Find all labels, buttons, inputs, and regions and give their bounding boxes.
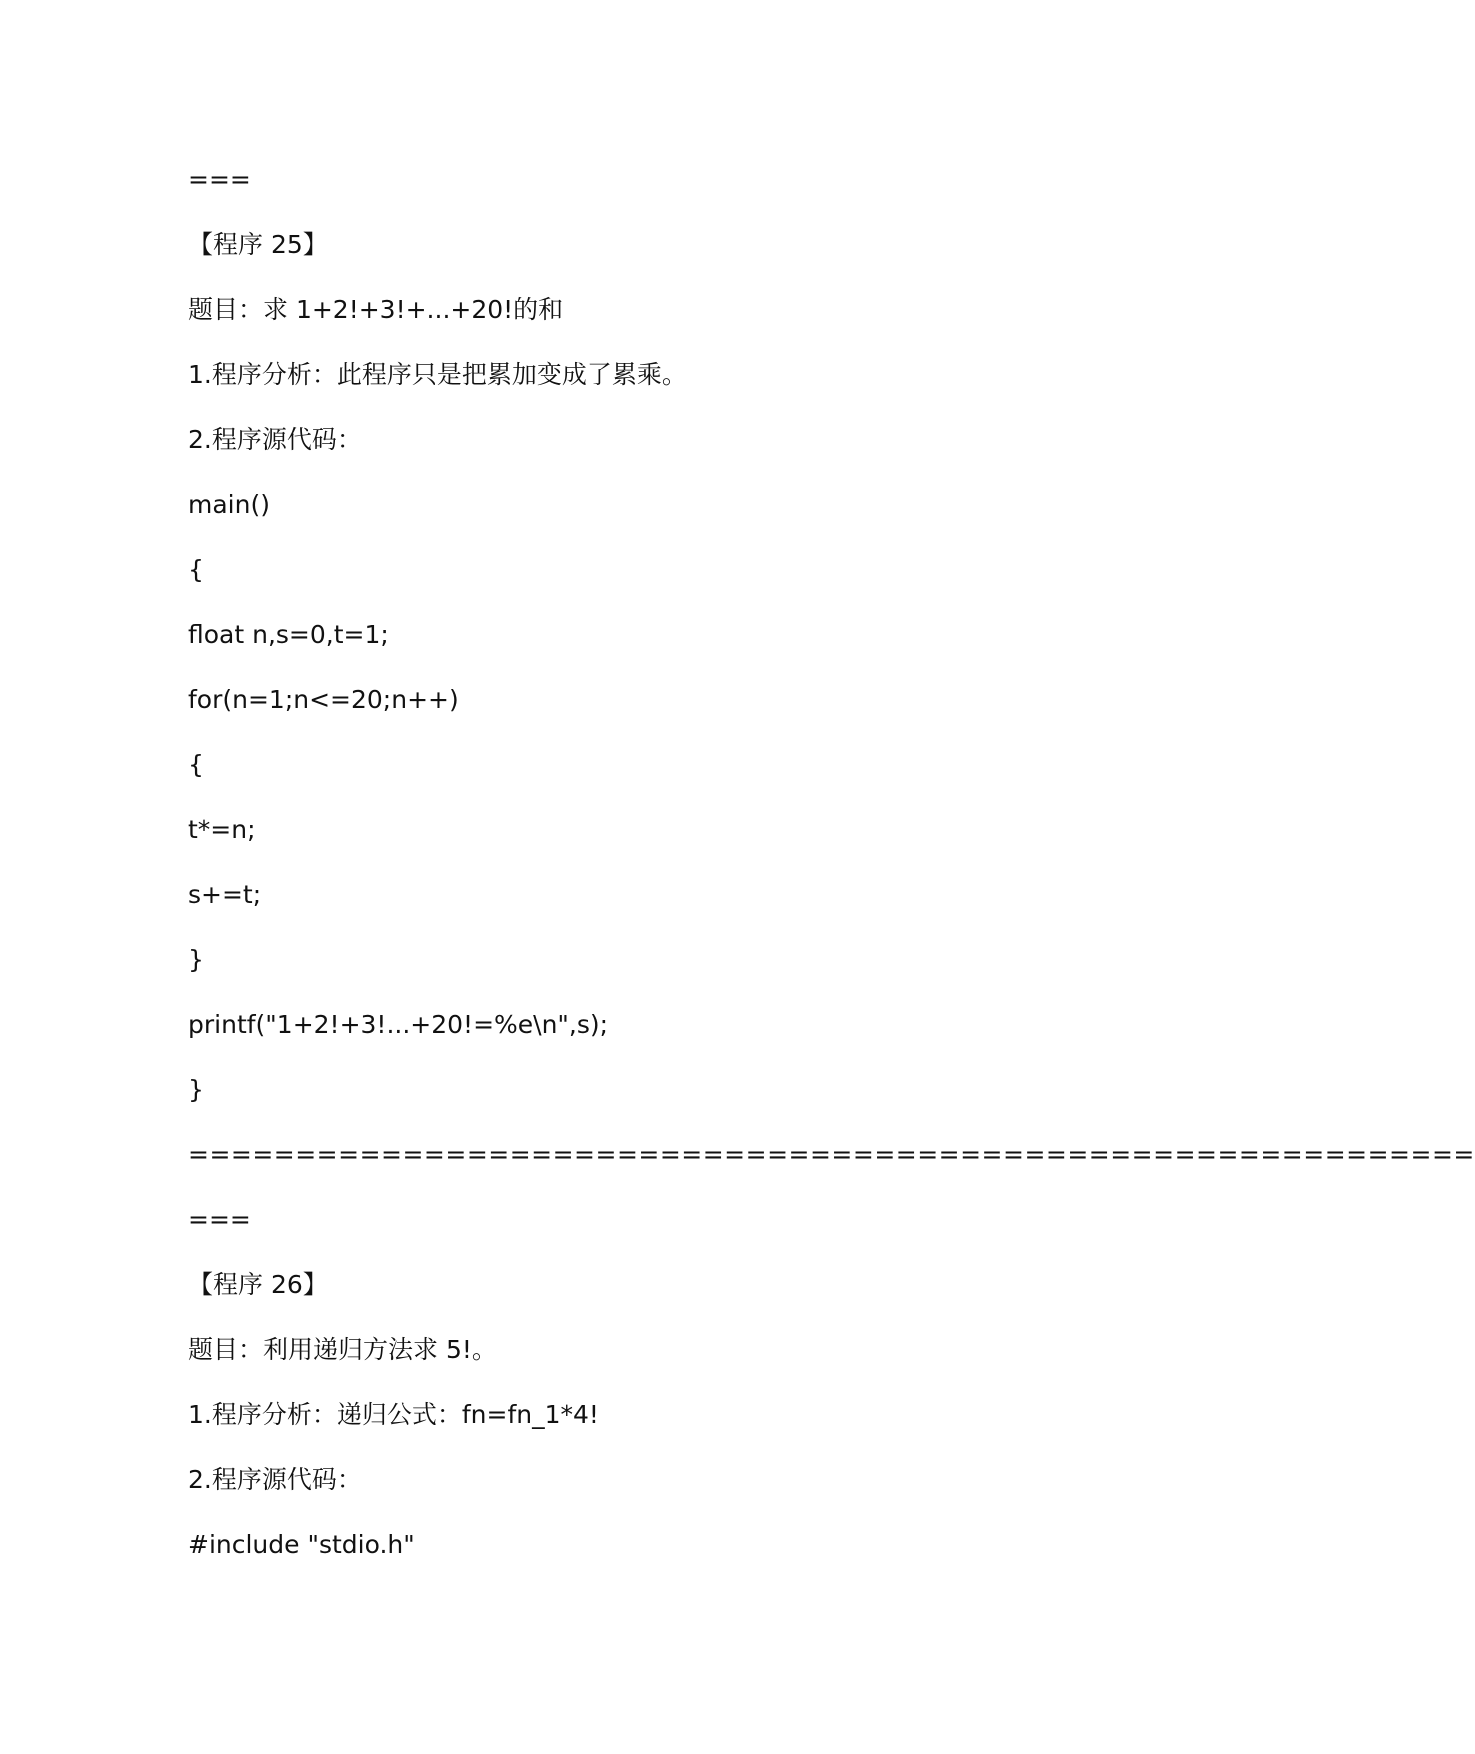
program-heading: 【程序 26】 [188, 1270, 328, 1299]
program-analysis: 1.程序分析：递归公式：fn=fn_1*4! [188, 1400, 599, 1429]
code-line: } [188, 945, 204, 974]
code-line: for(n=1;n<=20;n++) [188, 685, 459, 714]
separator-tail: === [188, 165, 251, 194]
document-body [188, 160, 1475, 1590]
code-line: t*=n; [188, 815, 256, 844]
code-line: printf("1+2!+3!...+20!=%e\n",s); [188, 1010, 609, 1039]
code-line: { [188, 555, 204, 584]
separator-tail: === [188, 1205, 251, 1234]
separator-line: ============================================================ [188, 1140, 1475, 1169]
code-line: s+=t; [188, 880, 262, 909]
code-line: float n,s=0,t=1; [188, 620, 389, 649]
code-line: #include "stdio.h" [188, 1530, 415, 1559]
program-heading: 【程序 25】 [188, 230, 328, 259]
code-line: { [188, 750, 204, 779]
program-analysis: 1.程序分析：此程序只是把累加变成了累乘。 [188, 360, 687, 389]
source-code-heading: 2.程序源代码： [188, 425, 362, 454]
source-code-heading: 2.程序源代码： [188, 1465, 362, 1494]
problem-statement: 题目：求 1+2!+3!+...+20!的和 [188, 295, 564, 324]
code-line: } [188, 1075, 204, 1104]
code-line: main() [188, 490, 270, 519]
problem-statement: 题目：利用递归方法求 5!。 [188, 1335, 497, 1364]
